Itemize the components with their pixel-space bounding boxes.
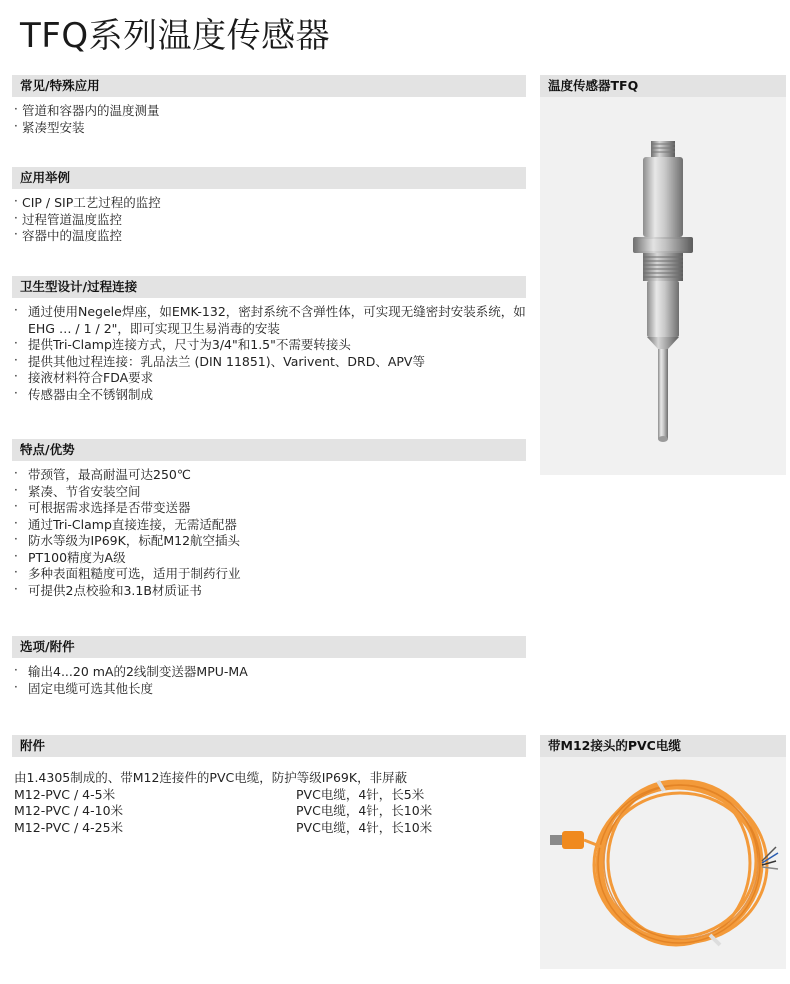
section-heading: 特点/优势 <box>12 439 526 461</box>
list-item: · 通过Tri-Clamp直接连接，无需适配器 <box>14 517 526 534</box>
list-item: · 过程管道温度监控 <box>14 212 526 229</box>
list-item: · PT100精度为A级 <box>14 550 526 567</box>
list-item: · 容器中的温度监控 <box>14 228 526 245</box>
section-accessories <box>12 735 526 836</box>
list-item: · 可提供2点校验和3.1B材质证书 <box>14 583 526 600</box>
section-design <box>12 276 526 403</box>
section-heading: 选项/附件 <box>12 636 526 658</box>
sensor-photo <box>540 97 786 475</box>
bullet-list <box>14 467 526 599</box>
section-heading: 卫生型设计/过程连接 <box>12 276 526 298</box>
sensor-image-heading: 温度传感器TFQ <box>540 75 786 97</box>
list-item: · 输出4...20 mA的2线制变送器MPU-MA <box>14 664 526 681</box>
bullet-list <box>14 664 526 697</box>
list-item: · 管道和容器内的温度测量 <box>14 103 526 120</box>
list-item: · 多种表面粗糙度可选，适用于制药行业 <box>14 566 526 583</box>
list-item: · CIP / SIP工艺过程的监控 <box>14 195 526 212</box>
list-item: · 接液材料符合FDA要求 <box>14 370 526 387</box>
list-item: · 传感器由全不锈钢制成 <box>14 387 526 404</box>
list-item: · 紧凑、节省安装空间 <box>14 484 526 501</box>
accessory-code: M12-PVC / 4-25米 <box>14 819 124 835</box>
section-options <box>12 636 526 697</box>
bullet-list <box>14 103 526 136</box>
list-item: · 提供其他过程连接：乳品法兰 (DIN 11851)、Varivent、DRD、APV等 <box>14 354 526 371</box>
accessory-desc: PVC电缆，4针，长10米 <box>296 803 433 818</box>
list-item: · 可根据需求选择是否带变送器 <box>14 500 526 517</box>
section-examples <box>12 167 526 245</box>
temperature-sensor-illustration <box>540 97 786 475</box>
table-row <box>14 803 526 820</box>
list-item: · 紧凑型安装 <box>14 120 526 137</box>
bullet-list <box>14 195 526 245</box>
bullet-list <box>14 304 526 403</box>
section-features <box>12 439 526 599</box>
list-item: · 固定电缆可选其他长度 <box>14 681 526 698</box>
section-applications <box>12 75 526 136</box>
cable-photo <box>540 757 786 969</box>
accessory-code: M12-PVC / 4-5米 <box>14 786 116 802</box>
cable-image-heading: 带M12接头的PVC电缆 <box>540 735 786 757</box>
table-row <box>14 787 526 804</box>
accessory-desc: PVC电缆，4针，长5米 <box>296 786 425 802</box>
table-row <box>14 820 526 837</box>
section-heading: 附件 <box>12 735 526 757</box>
pvc-cable-illustration <box>540 757 786 969</box>
list-item: · 提供Tri-Clamp连接方式，尺寸为3/4"和1.5"不需要转接头 <box>14 337 526 354</box>
list-item: · 防水等级为IP69K，标配M12航空插头 <box>14 533 526 550</box>
accessory-desc: PVC电缆，4针，长10米 <box>296 819 433 835</box>
accessories-intro: 由1.4305制成的、带M12连接件的PVC电缆，防护等级IP69K，非屏蔽 <box>14 770 408 785</box>
accessory-code: M12-PVC / 4-10米 <box>14 803 124 818</box>
section-heading: 应用举例 <box>12 167 526 189</box>
section-heading: 常见/特殊应用 <box>12 75 526 97</box>
page-title: TFQ系列温度传感器 <box>20 16 331 56</box>
list-item: · 带颈管，最高耐温可达250℃ <box>14 467 526 484</box>
list-item: · 通过使用Negele焊座，如EMK-132，密封系统不含弹性体，可实现无缝密封安装系统，如EHG … / 1 / 2"，即可实现卫生易消毒的安装 <box>14 304 526 337</box>
